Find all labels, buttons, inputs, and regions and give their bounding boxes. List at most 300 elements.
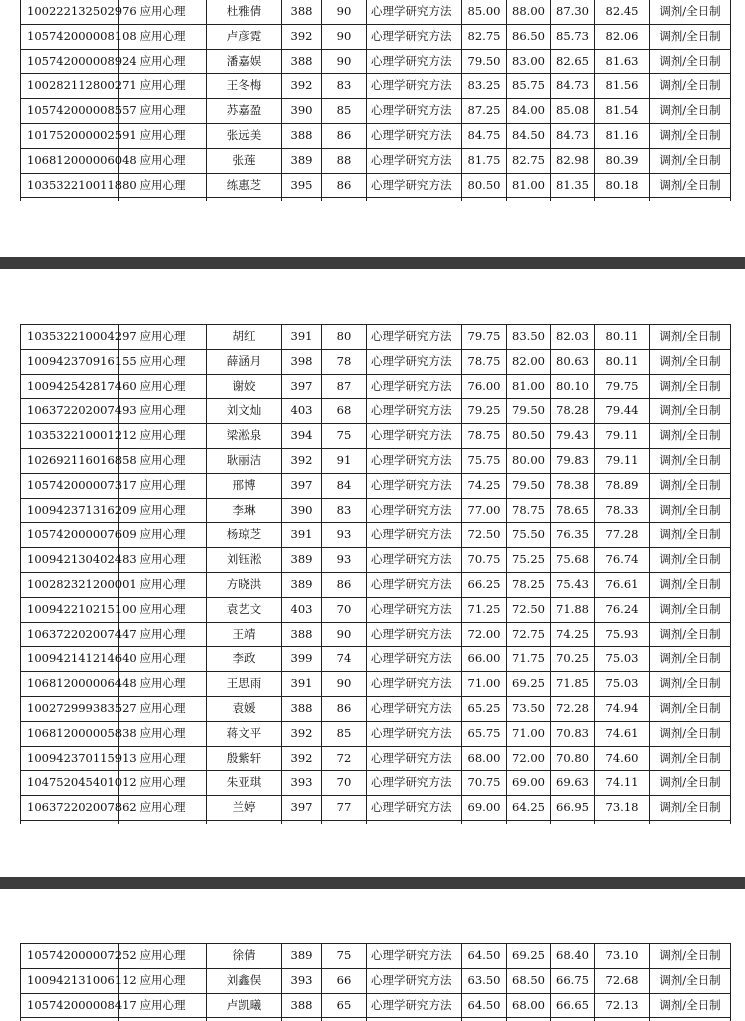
score-a-cell: 70.75 — [462, 548, 507, 573]
interview-score-cell: 83 — [322, 74, 367, 99]
candidate-id-cell: 106812000006448 — [21, 672, 119, 697]
exam-subject-cell: 心理学研究方法 — [367, 968, 462, 993]
admission-type-cell: 调剂/全日制 — [650, 721, 731, 746]
candidate-id-cell: 105742000007609 — [21, 523, 119, 548]
candidate-id-cell: 103532210001212 — [21, 424, 119, 449]
major-cell: 应用心理 — [119, 99, 207, 124]
cutoff-cell — [462, 198, 507, 202]
table-row — [21, 148, 731, 173]
exam-subject-cell: 心理学研究方法 — [367, 672, 462, 697]
major-cell: 应用心理 — [119, 944, 207, 969]
exam-subject-cell: 心理学研究方法 — [367, 49, 462, 74]
total-score-cell: 81.56 — [595, 74, 650, 99]
cutoff-cell — [367, 820, 462, 824]
table-row — [21, 944, 731, 969]
interview-score-cell: 70 — [322, 771, 367, 796]
admission-type-cell: 调剂/全日制 — [650, 548, 731, 573]
score-b-cell: 68.00 — [507, 993, 551, 1018]
score-c-cell: 78.38 — [551, 473, 595, 498]
cutoff-cell — [462, 820, 507, 824]
table-row — [21, 597, 731, 622]
initial-score-cell: 390 — [282, 99, 322, 124]
admission-type-cell: 调剂/全日制 — [650, 349, 731, 374]
cutoff-cell — [282, 820, 322, 824]
candidate-id-cell: 105742000007252 — [21, 944, 119, 969]
table-row — [21, 24, 731, 49]
admission-type-cell: 调剂/全日制 — [650, 374, 731, 399]
name-cell: 王冬梅 — [207, 74, 282, 99]
admission-type-cell: 调剂/全日制 — [650, 99, 731, 124]
name-cell: 刘文灿 — [207, 399, 282, 424]
candidate-id-cell: 106812000005838 — [21, 721, 119, 746]
major-cell: 应用心理 — [119, 325, 207, 350]
score-b-cell: 71.00 — [507, 721, 551, 746]
cutoff-cell — [322, 198, 367, 202]
interview-score-cell: 70 — [322, 597, 367, 622]
total-score-cell: 75.03 — [595, 647, 650, 672]
admission-type-cell: 调剂/全日制 — [650, 473, 731, 498]
name-cell: 胡红 — [207, 325, 282, 350]
score-b-cell: 84.50 — [507, 123, 551, 148]
score-c-cell: 78.65 — [551, 498, 595, 523]
name-cell: 袁艺文 — [207, 597, 282, 622]
name-cell: 苏嘉盈 — [207, 99, 282, 124]
score-table-body — [21, 0, 731, 201]
major-cell: 应用心理 — [119, 24, 207, 49]
score-a-cell: 74.25 — [462, 473, 507, 498]
table-row — [21, 721, 731, 746]
score-table-page-3 — [20, 943, 731, 1021]
score-a-cell: 76.00 — [462, 374, 507, 399]
total-score-cell: 75.03 — [595, 672, 650, 697]
admission-type-cell: 调剂/全日制 — [650, 399, 731, 424]
name-cell: 杜雅倩 — [207, 0, 282, 24]
major-cell: 应用心理 — [119, 349, 207, 374]
table-row — [21, 548, 731, 573]
major-cell: 应用心理 — [119, 399, 207, 424]
score-a-cell: 79.25 — [462, 399, 507, 424]
major-cell: 应用心理 — [119, 448, 207, 473]
score-b-cell: 71.75 — [507, 647, 551, 672]
cutoff-cell — [367, 198, 462, 202]
major-cell: 应用心理 — [119, 0, 207, 24]
score-b-cell: 82.75 — [507, 148, 551, 173]
score-b-cell: 81.00 — [507, 173, 551, 198]
score-b-cell: 82.00 — [507, 349, 551, 374]
score-c-cell: 75.68 — [551, 548, 595, 573]
score-b-cell: 73.50 — [507, 696, 551, 721]
exam-subject-cell: 心理学研究方法 — [367, 349, 462, 374]
name-cell: 张莲 — [207, 148, 282, 173]
interview-score-cell: 93 — [322, 548, 367, 573]
table-row — [21, 49, 731, 74]
name-cell: 卢彦霓 — [207, 24, 282, 49]
exam-subject-cell: 心理学研究方法 — [367, 473, 462, 498]
total-score-cell: 72.13 — [595, 993, 650, 1018]
table-row — [21, 473, 731, 498]
table-row — [21, 448, 731, 473]
name-cell: 邢博 — [207, 473, 282, 498]
initial-score-cell: 392 — [282, 721, 322, 746]
admission-type-cell: 调剂/全日制 — [650, 771, 731, 796]
total-score-cell: 72.68 — [595, 968, 650, 993]
score-c-cell: 75.43 — [551, 572, 595, 597]
total-score-cell: 74.60 — [595, 746, 650, 771]
score-a-cell: 66.00 — [462, 647, 507, 672]
admission-type-cell: 调剂/全日制 — [650, 173, 731, 198]
name-cell: 朱亚琪 — [207, 771, 282, 796]
name-cell: 卢凯曦 — [207, 993, 282, 1018]
total-score-cell: 81.54 — [595, 99, 650, 124]
major-cell: 应用心理 — [119, 993, 207, 1018]
major-cell: 应用心理 — [119, 173, 207, 198]
score-b-cell: 83.00 — [507, 49, 551, 74]
interview-score-cell: 72 — [322, 746, 367, 771]
major-cell: 应用心理 — [119, 74, 207, 99]
admission-type-cell: 调剂/全日制 — [650, 672, 731, 697]
admission-type-cell: 调剂/全日制 — [650, 796, 731, 821]
score-a-cell: 77.00 — [462, 498, 507, 523]
major-cell: 应用心理 — [119, 597, 207, 622]
initial-score-cell: 397 — [282, 473, 322, 498]
name-cell: 刘钰淞 — [207, 548, 282, 573]
score-b-cell: 84.00 — [507, 99, 551, 124]
interview-score-cell: 77 — [322, 796, 367, 821]
score-c-cell: 66.75 — [551, 968, 595, 993]
exam-subject-cell: 心理学研究方法 — [367, 424, 462, 449]
score-c-cell: 84.73 — [551, 123, 595, 148]
initial-score-cell: 399 — [282, 647, 322, 672]
admission-type-cell: 调剂/全日制 — [650, 24, 731, 49]
major-cell: 应用心理 — [119, 622, 207, 647]
major-cell: 应用心理 — [119, 968, 207, 993]
score-b-cell: 85.75 — [507, 74, 551, 99]
candidate-id-cell: 105742000007317 — [21, 473, 119, 498]
name-cell: 殷紫轩 — [207, 746, 282, 771]
initial-score-cell: 388 — [282, 49, 322, 74]
initial-score-cell: 390 — [282, 498, 322, 523]
score-a-cell: 64.50 — [462, 993, 507, 1018]
interview-score-cell: 66 — [322, 968, 367, 993]
admission-type-cell: 调剂/全日制 — [650, 622, 731, 647]
name-cell: 耿丽洁 — [207, 448, 282, 473]
score-b-cell: 86.50 — [507, 24, 551, 49]
score-table-body — [21, 944, 731, 1021]
score-a-cell: 85.00 — [462, 0, 507, 24]
admission-type-cell: 调剂/全日制 — [650, 597, 731, 622]
initial-score-cell: 389 — [282, 148, 322, 173]
cutoff-cell — [207, 820, 282, 824]
cutoff-cell — [650, 820, 731, 824]
admission-type-cell: 调剂/全日制 — [650, 123, 731, 148]
interview-score-cell: 86 — [322, 123, 367, 148]
major-cell: 应用心理 — [119, 424, 207, 449]
name-cell: 谢姣 — [207, 374, 282, 399]
initial-score-cell: 397 — [282, 796, 322, 821]
score-b-cell: 78.75 — [507, 498, 551, 523]
interview-score-cell: 85 — [322, 721, 367, 746]
exam-subject-cell: 心理学研究方法 — [367, 24, 462, 49]
score-a-cell: 75.75 — [462, 448, 507, 473]
table-row — [21, 173, 731, 198]
interview-score-cell: 80 — [322, 325, 367, 350]
total-score-cell: 82.06 — [595, 24, 650, 49]
page-break-divider — [0, 257, 745, 269]
table-row — [21, 746, 731, 771]
total-score-cell: 80.39 — [595, 148, 650, 173]
interview-score-cell: 74 — [322, 647, 367, 672]
initial-score-cell: 393 — [282, 968, 322, 993]
cutoff-cell — [650, 198, 731, 202]
score-a-cell: 78.75 — [462, 349, 507, 374]
name-cell: 梁淞泉 — [207, 424, 282, 449]
total-score-cell: 79.44 — [595, 399, 650, 424]
candidate-id-cell: 100942370115913 — [21, 746, 119, 771]
score-c-cell: 85.08 — [551, 99, 595, 124]
score-c-cell: 82.98 — [551, 148, 595, 173]
name-cell: 王思雨 — [207, 672, 282, 697]
table-row — [21, 523, 731, 548]
name-cell: 徐倩 — [207, 944, 282, 969]
score-b-cell: 75.25 — [507, 548, 551, 573]
total-score-cell: 76.24 — [595, 597, 650, 622]
score-c-cell: 66.95 — [551, 796, 595, 821]
table-row — [21, 968, 731, 993]
exam-subject-cell: 心理学研究方法 — [367, 771, 462, 796]
score-a-cell: 78.75 — [462, 424, 507, 449]
score-b-cell: 88.00 — [507, 0, 551, 24]
table-row-cutoff — [21, 820, 731, 824]
score-b-cell: 80.00 — [507, 448, 551, 473]
score-b-cell: 78.25 — [507, 572, 551, 597]
score-a-cell: 65.75 — [462, 721, 507, 746]
major-cell: 应用心理 — [119, 523, 207, 548]
candidate-id-cell: 100272999383527 — [21, 696, 119, 721]
candidate-id-cell: 100942130402483 — [21, 548, 119, 573]
major-cell: 应用心理 — [119, 374, 207, 399]
exam-subject-cell: 心理学研究方法 — [367, 498, 462, 523]
initial-score-cell: 389 — [282, 572, 322, 597]
admission-type-cell: 调剂/全日制 — [650, 0, 731, 24]
name-cell: 李政 — [207, 647, 282, 672]
admission-type-cell: 调剂/全日制 — [650, 325, 731, 350]
cutoff-cell — [322, 820, 367, 824]
major-cell: 应用心理 — [119, 498, 207, 523]
candidate-id-cell: 106372202007862 — [21, 796, 119, 821]
interview-score-cell: 86 — [322, 696, 367, 721]
interview-score-cell: 84 — [322, 473, 367, 498]
cutoff-cell — [207, 198, 282, 202]
exam-subject-cell: 心理学研究方法 — [367, 399, 462, 424]
major-cell: 应用心理 — [119, 746, 207, 771]
candidate-id-cell: 106372202007447 — [21, 622, 119, 647]
initial-score-cell: 388 — [282, 123, 322, 148]
table-row — [21, 647, 731, 672]
exam-subject-cell: 心理学研究方法 — [367, 74, 462, 99]
score-c-cell: 71.88 — [551, 597, 595, 622]
candidate-id-cell: 100942141214640 — [21, 647, 119, 672]
candidate-id-cell: 100942131006112 — [21, 968, 119, 993]
score-b-cell: 69.25 — [507, 944, 551, 969]
score-a-cell: 72.00 — [462, 622, 507, 647]
total-score-cell: 82.45 — [595, 0, 650, 24]
name-cell: 李琳 — [207, 498, 282, 523]
score-b-cell: 72.75 — [507, 622, 551, 647]
name-cell: 练惠芝 — [207, 173, 282, 198]
score-table-page-2 — [20, 324, 731, 824]
initial-score-cell: 388 — [282, 622, 322, 647]
exam-subject-cell: 心理学研究方法 — [367, 99, 462, 124]
score-c-cell: 78.28 — [551, 399, 595, 424]
major-cell: 应用心理 — [119, 473, 207, 498]
name-cell: 兰婷 — [207, 796, 282, 821]
initial-score-cell: 391 — [282, 672, 322, 697]
name-cell: 潘嘉娱 — [207, 49, 282, 74]
name-cell: 蒋文平 — [207, 721, 282, 746]
cutoff-cell — [595, 820, 650, 824]
candidate-id-cell: 105742000008417 — [21, 993, 119, 1018]
interview-score-cell: 90 — [322, 49, 367, 74]
score-c-cell: 69.63 — [551, 771, 595, 796]
score-table-page-1 — [20, 0, 731, 201]
exam-subject-cell: 心理学研究方法 — [367, 325, 462, 350]
candidate-id-cell: 100942370916155 — [21, 349, 119, 374]
name-cell: 刘鑫俣 — [207, 968, 282, 993]
score-b-cell: 64.25 — [507, 796, 551, 821]
table-row — [21, 696, 731, 721]
table-row — [21, 796, 731, 821]
admission-type-cell: 调剂/全日制 — [650, 148, 731, 173]
score-c-cell: 66.65 — [551, 993, 595, 1018]
score-a-cell: 81.75 — [462, 148, 507, 173]
interview-score-cell: 87 — [322, 374, 367, 399]
score-b-cell: 75.50 — [507, 523, 551, 548]
total-score-cell: 76.74 — [595, 548, 650, 573]
exam-subject-cell: 心理学研究方法 — [367, 796, 462, 821]
exam-subject-cell: 心理学研究方法 — [367, 597, 462, 622]
admission-type-cell: 调剂/全日制 — [650, 572, 731, 597]
score-a-cell: 63.50 — [462, 968, 507, 993]
interview-score-cell: 85 — [322, 99, 367, 124]
score-c-cell: 70.25 — [551, 647, 595, 672]
cutoff-cell — [21, 820, 119, 824]
exam-subject-cell: 心理学研究方法 — [367, 173, 462, 198]
total-score-cell: 74.61 — [595, 721, 650, 746]
score-a-cell: 70.75 — [462, 771, 507, 796]
initial-score-cell: 391 — [282, 523, 322, 548]
cutoff-cell — [595, 198, 650, 202]
table-row — [21, 498, 731, 523]
total-score-cell: 75.93 — [595, 622, 650, 647]
initial-score-cell: 398 — [282, 349, 322, 374]
exam-subject-cell: 心理学研究方法 — [367, 647, 462, 672]
exam-subject-cell: 心理学研究方法 — [367, 523, 462, 548]
score-a-cell: 84.75 — [462, 123, 507, 148]
total-score-cell: 74.94 — [595, 696, 650, 721]
name-cell: 张远美 — [207, 123, 282, 148]
exam-subject-cell: 心理学研究方法 — [367, 148, 462, 173]
admission-type-cell: 调剂/全日制 — [650, 696, 731, 721]
exam-subject-cell: 心理学研究方法 — [367, 0, 462, 24]
initial-score-cell: 388 — [282, 993, 322, 1018]
exam-subject-cell: 心理学研究方法 — [367, 548, 462, 573]
score-a-cell: 82.75 — [462, 24, 507, 49]
admission-type-cell: 调剂/全日制 — [650, 498, 731, 523]
total-score-cell: 78.33 — [595, 498, 650, 523]
name-cell: 薛涵月 — [207, 349, 282, 374]
exam-subject-cell: 心理学研究方法 — [367, 696, 462, 721]
major-cell: 应用心理 — [119, 123, 207, 148]
cutoff-cell — [507, 820, 551, 824]
major-cell: 应用心理 — [119, 672, 207, 697]
table-row — [21, 349, 731, 374]
candidate-id-cell: 100942371316209 — [21, 498, 119, 523]
table-row — [21, 374, 731, 399]
cutoff-cell — [119, 198, 207, 202]
total-score-cell: 76.61 — [595, 572, 650, 597]
admission-type-cell: 调剂/全日制 — [650, 49, 731, 74]
score-a-cell: 66.25 — [462, 572, 507, 597]
candidate-id-cell: 103532210011880 — [21, 173, 119, 198]
major-cell: 应用心理 — [119, 721, 207, 746]
interview-score-cell: 65 — [322, 993, 367, 1018]
score-a-cell: 68.00 — [462, 746, 507, 771]
interview-score-cell: 75 — [322, 944, 367, 969]
major-cell: 应用心理 — [119, 796, 207, 821]
page-break-divider — [0, 877, 745, 889]
candidate-id-cell: 102692116016858 — [21, 448, 119, 473]
interview-score-cell: 90 — [322, 622, 367, 647]
interview-score-cell: 68 — [322, 399, 367, 424]
score-c-cell: 82.03 — [551, 325, 595, 350]
initial-score-cell: 388 — [282, 0, 322, 24]
admission-type-cell: 调剂/全日制 — [650, 993, 731, 1018]
initial-score-cell: 389 — [282, 944, 322, 969]
score-a-cell: 80.50 — [462, 173, 507, 198]
candidate-id-cell: 100222132502976 — [21, 0, 119, 24]
total-score-cell: 79.11 — [595, 448, 650, 473]
table-row — [21, 74, 731, 99]
candidate-id-cell: 100942210215100 — [21, 597, 119, 622]
admission-type-cell: 调剂/全日制 — [650, 944, 731, 969]
cutoff-cell — [119, 820, 207, 824]
table-row — [21, 99, 731, 124]
admission-type-cell: 调剂/全日制 — [650, 647, 731, 672]
score-c-cell: 82.65 — [551, 49, 595, 74]
admission-type-cell: 调剂/全日制 — [650, 424, 731, 449]
table-row — [21, 672, 731, 697]
exam-subject-cell: 心理学研究方法 — [367, 123, 462, 148]
initial-score-cell: 392 — [282, 74, 322, 99]
table-row — [21, 771, 731, 796]
initial-score-cell: 394 — [282, 424, 322, 449]
total-score-cell: 77.28 — [595, 523, 650, 548]
score-c-cell: 79.83 — [551, 448, 595, 473]
score-c-cell: 68.40 — [551, 944, 595, 969]
exam-subject-cell: 心理学研究方法 — [367, 993, 462, 1018]
interview-score-cell: 88 — [322, 148, 367, 173]
score-c-cell: 84.73 — [551, 74, 595, 99]
score-b-cell: 80.50 — [507, 424, 551, 449]
admission-type-cell: 调剂/全日制 — [650, 523, 731, 548]
admission-type-cell: 调剂/全日制 — [650, 448, 731, 473]
major-cell: 应用心理 — [119, 647, 207, 672]
score-a-cell: 72.50 — [462, 523, 507, 548]
score-c-cell: 81.35 — [551, 173, 595, 198]
score-b-cell: 68.50 — [507, 968, 551, 993]
table-row — [21, 622, 731, 647]
total-score-cell: 74.11 — [595, 771, 650, 796]
